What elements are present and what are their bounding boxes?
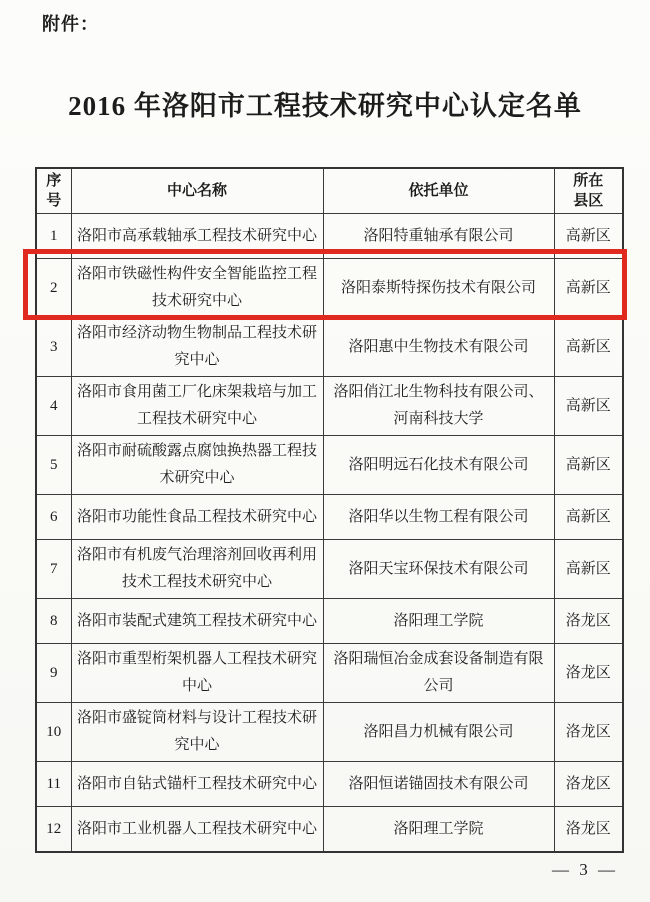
header-district-label: 所在县区 <box>573 173 604 209</box>
district-cell: 洛龙区 <box>554 762 623 807</box>
header-supporting-org: 依托单位 <box>323 168 554 214</box>
page-title: 2016 年洛阳市工程技术研究中心认定名单 <box>68 91 582 121</box>
center-name-cell: 洛阳市盛锭筒材料与设计工程技术研究中心 <box>71 703 323 762</box>
row-index-cell: 10 <box>36 703 71 762</box>
center-name-cell: 洛阳市功能性食品工程技术研究中心 <box>71 495 323 540</box>
center-name-cell: 洛阳市自钻式锚杆工程技术研究中心 <box>71 762 323 807</box>
center-name-cell: 洛阳市高承载轴承工程技术研究中心 <box>71 214 323 259</box>
header-district <box>554 168 623 214</box>
supporting-org-cell: 洛阳俏江北生物科技有限公司、河南科技大学 <box>323 377 554 436</box>
supporting-org-cell: 洛阳瑞恒冶金成套设备制造有限公司 <box>323 644 554 703</box>
supporting-org-cell: 洛阳天宝环保技术有限公司 <box>323 540 554 599</box>
page-number: — 3 — <box>552 860 618 879</box>
table-row <box>36 703 623 762</box>
supporting-org-cell: 洛阳理工学院 <box>323 599 554 644</box>
district-cell: 洛龙区 <box>554 703 623 762</box>
table-row <box>36 807 623 853</box>
center-name-cell: 洛阳市经济动物生物制品工程技术研究中心 <box>71 318 323 377</box>
center-name-cell: 洛阳市重型桁架机器人工程技术研究中心 <box>71 644 323 703</box>
district-cell: 高新区 <box>554 377 623 436</box>
attachment-label: 附件： <box>42 14 99 34</box>
table-row <box>36 762 623 807</box>
district-cell: 高新区 <box>554 259 623 318</box>
row-index-cell: 4 <box>36 377 71 436</box>
center-name-cell: 洛阳市装配式建筑工程技术研究中心 <box>71 599 323 644</box>
table-header-row <box>36 168 623 214</box>
table-row <box>36 318 623 377</box>
supporting-org-cell: 洛阳理工学院 <box>323 807 554 853</box>
header-index: 序号 <box>36 168 71 214</box>
table-row <box>36 214 623 259</box>
table-body <box>36 214 623 853</box>
center-name-cell: 洛阳市工业机器人工程技术研究中心 <box>71 807 323 853</box>
district-cell: 洛龙区 <box>554 807 623 853</box>
row-index-cell: 8 <box>36 599 71 644</box>
district-cell: 高新区 <box>554 436 623 495</box>
row-index-cell: 3 <box>36 318 71 377</box>
row-index-cell: 2 <box>36 259 71 318</box>
table-row <box>36 377 623 436</box>
header-center-name: 中心名称 <box>71 168 323 214</box>
table-header <box>36 168 623 214</box>
supporting-org-cell: 洛阳恒诺锚固技术有限公司 <box>323 762 554 807</box>
row-index-cell: 7 <box>36 540 71 599</box>
table-row-highlighted <box>36 259 623 318</box>
row-index-cell: 11 <box>36 762 71 807</box>
district-cell: 洛龙区 <box>554 644 623 703</box>
center-name-cell: 洛阳市有机废气治理溶剂回收再利用技术工程技术研究中心 <box>71 540 323 599</box>
district-cell: 高新区 <box>554 540 623 599</box>
recognition-table <box>35 167 624 853</box>
row-index-cell: 6 <box>36 495 71 540</box>
center-name-cell: 洛阳市食用菌工厂化床架栽培与加工工程技术研究中心 <box>71 377 323 436</box>
table-row <box>36 540 623 599</box>
row-index-cell: 1 <box>36 214 71 259</box>
supporting-org-cell: 洛阳华以生物工程有限公司 <box>323 495 554 540</box>
district-cell: 高新区 <box>554 214 623 259</box>
center-name-cell: 洛阳市耐硫酸露点腐蚀换热器工程技术研究中心 <box>71 436 323 495</box>
supporting-org-cell: 洛阳特重轴承有限公司 <box>323 214 554 259</box>
center-name-cell: 洛阳市铁磁性构件安全智能监控工程技术研究中心 <box>71 259 323 318</box>
row-index-cell: 5 <box>36 436 71 495</box>
supporting-org-cell: 洛阳明远石化技术有限公司 <box>323 436 554 495</box>
row-index-cell: 9 <box>36 644 71 703</box>
table-row <box>36 436 623 495</box>
table-row <box>36 599 623 644</box>
table-row <box>36 495 623 540</box>
supporting-org-cell: 洛阳泰斯特探伤技术有限公司 <box>323 259 554 318</box>
supporting-org-cell: 洛阳惠中生物技术有限公司 <box>323 318 554 377</box>
table-row <box>36 644 623 703</box>
district-cell: 洛龙区 <box>554 599 623 644</box>
district-cell: 高新区 <box>554 495 623 540</box>
district-cell: 高新区 <box>554 318 623 377</box>
row-index-cell: 12 <box>36 807 71 853</box>
supporting-org-cell: 洛阳昌力机械有限公司 <box>323 703 554 762</box>
